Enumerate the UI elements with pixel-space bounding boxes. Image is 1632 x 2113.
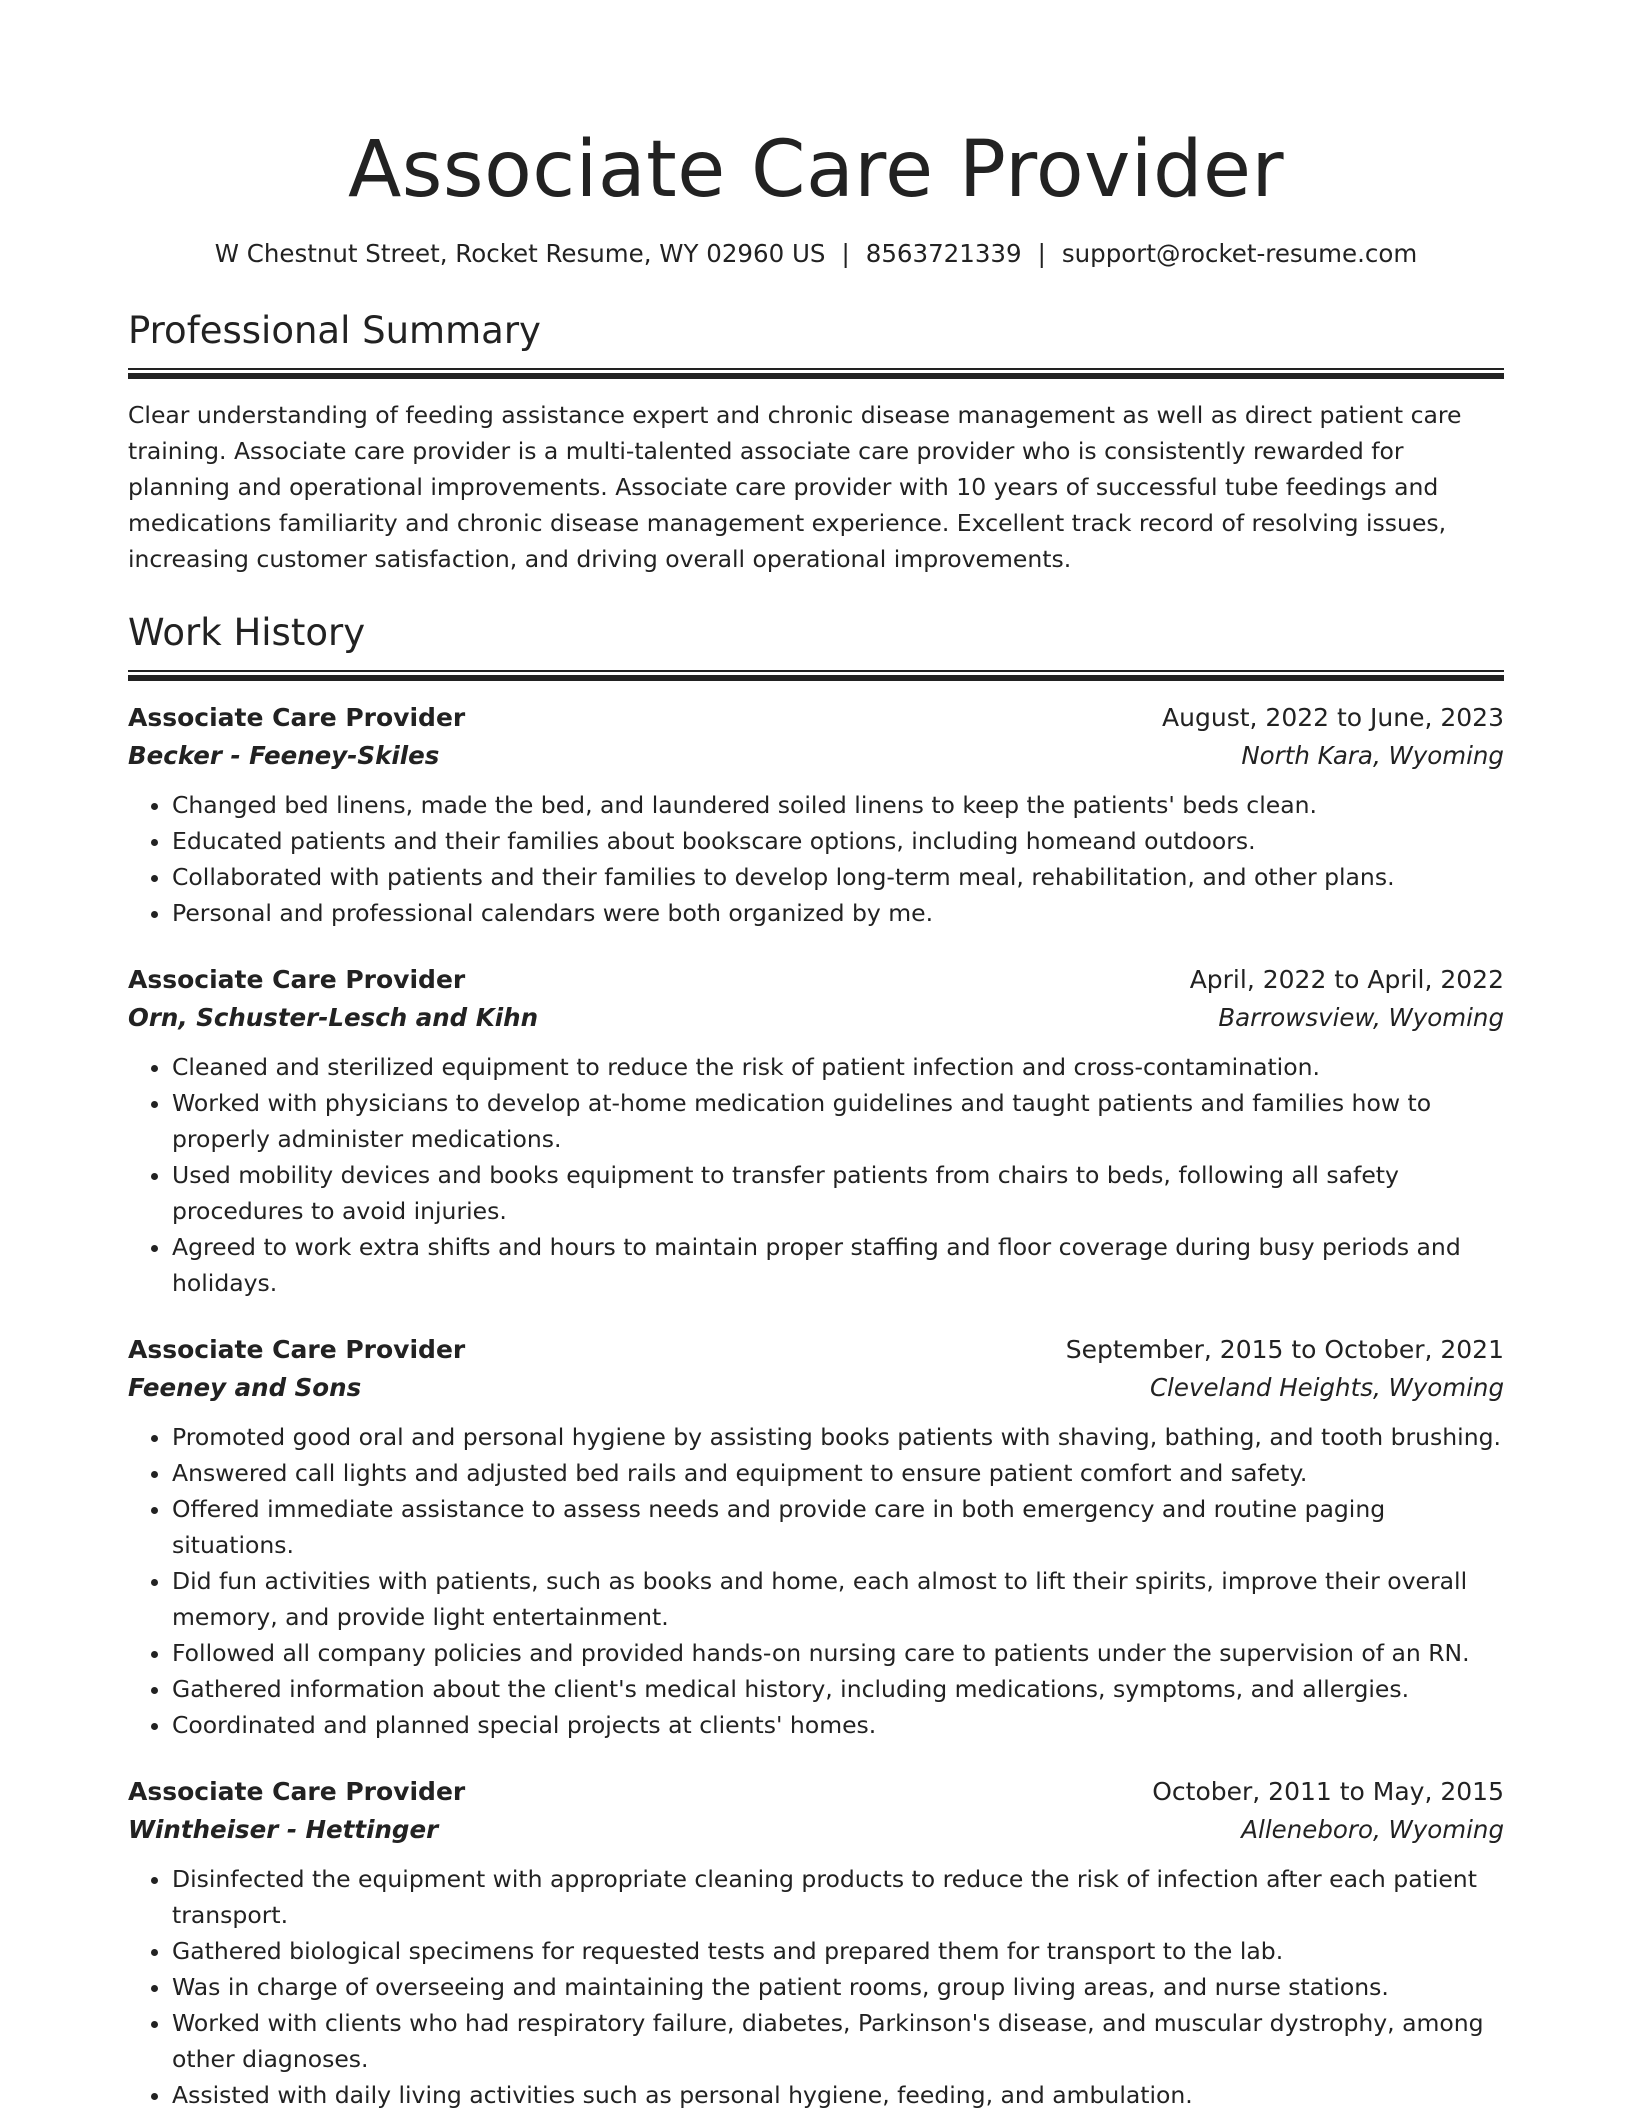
job-list xyxy=(128,699,1504,2113)
job-bullet: • Educated patients and their families about bookscare options, including homeand outdoors. xyxy=(172,823,1504,859)
job-bullet: • Personal and professional calendars were both organized by me. xyxy=(172,895,1504,931)
job-company-row xyxy=(128,1811,1504,1849)
job-title: Associate Care Provider xyxy=(128,1335,466,1364)
job-header-row xyxy=(128,961,1504,999)
job-location: Cleveland Heights, Wyoming xyxy=(1149,1373,1504,1402)
contact-separator: | xyxy=(1037,239,1046,268)
job-bullet: • Collaborated with patients and their families to develop long-term meal, rehabilitation, and other plans. xyxy=(172,859,1504,895)
summary-paragraph: Clear understanding of feeding assistance expert and chronic disease management as well as direct patient care training. Associate care provider is a multi-talented associate care provider who is consistently rewarded for planning and operational improvements. Associate care provider with 10 years of successful tube feedings and medications familiarity and chronic disease management experience. Excellent track record of resolving issues, increasing customer satisfaction, and driving overall operational improvements. xyxy=(128,401,1462,573)
job-bullet: • Disinfected the equipment with appropriate cleaning products to reduce the risk of infection after each patient transport. xyxy=(172,1861,1504,1933)
job-location: North Kara, Wyoming xyxy=(1241,741,1504,770)
job-bullet: • Worked with physicians to develop at-home medication guidelines and taught patients and families how to properly administer medications. xyxy=(172,1085,1504,1157)
job-entry xyxy=(128,699,1504,931)
job-bullet: • Assisted with daily living activities such as personal hygiene, feeding, and ambulation. xyxy=(172,2077,1504,2113)
work-history-section xyxy=(128,610,1504,2113)
section-divider xyxy=(128,670,1504,681)
job-bullet: • Did fun activities with patients, such as books and home, each almost to lift their spirits, improve their overall memory, and provide light entertainment. xyxy=(172,1563,1504,1635)
job-bullet-list xyxy=(128,1861,1504,2113)
section-title-summary: Professional Summary xyxy=(128,309,541,352)
job-bullet: • Promoted good oral and personal hygiene by assisting books patients with shaving, bathing, and tooth brushing. xyxy=(172,1419,1504,1455)
job-bullet-list xyxy=(128,787,1504,931)
job-bullet: • Coordinated and planned special projects at clients' homes. xyxy=(172,1707,1504,1743)
job-company: Feeney and Sons xyxy=(128,1373,362,1402)
job-bullet: • Offered immediate assistance to assess needs and provide care in both emergency and routine paging situations. xyxy=(172,1491,1504,1563)
job-company: Becker - Feeney-Skiles xyxy=(128,741,440,770)
job-bullet: • Worked with clients who had respiratory failure, diabetes, Parkinson's disease, and muscular dystrophy, among other diagnoses. xyxy=(172,2005,1504,2077)
job-company-row xyxy=(128,1369,1504,1407)
job-entry xyxy=(128,961,1504,1301)
job-company: Wintheiser - Hettinger xyxy=(128,1815,439,1844)
job-bullet: • Followed all company policies and provided hands-on nursing care to patients under the supervision of an RN. xyxy=(172,1635,1504,1671)
contact-separator: | xyxy=(841,239,850,268)
contact-email: support@rocket-resume.com xyxy=(1061,239,1418,268)
job-bullet: • Cleaned and sterilized equipment to reduce the risk of patient infection and cross-contamination. xyxy=(172,1049,1504,1085)
job-bullet: • Agreed to work extra shifts and hours to maintain proper staffing and floor coverage during busy periods and holidays. xyxy=(172,1229,1504,1301)
resume-page xyxy=(128,0,1504,2113)
job-company-row xyxy=(128,737,1504,775)
job-bullet-list xyxy=(128,1419,1504,1743)
job-company: Orn, Schuster-Lesch and Kihn xyxy=(128,1003,539,1032)
job-dates: September, 2015 to October, 2021 xyxy=(1065,1335,1504,1364)
job-company-row xyxy=(128,999,1504,1037)
job-bullet-list xyxy=(128,1049,1504,1301)
job-bullet: • Answered call lights and adjusted bed rails and equipment to ensure patient comfort and safety. xyxy=(172,1455,1504,1491)
job-title: Associate Care Provider xyxy=(128,703,466,732)
job-dates: August, 2022 to June, 2023 xyxy=(1162,703,1504,732)
section-divider xyxy=(128,368,1504,379)
job-title: Associate Care Provider xyxy=(128,1777,466,1806)
job-dates: October, 2011 to May, 2015 xyxy=(1152,1777,1504,1806)
job-bullet: • Changed bed linens, made the bed, and laundered soiled linens to keep the patients' beds clean. xyxy=(172,787,1504,823)
job-location: Alleneboro, Wyoming xyxy=(1241,1815,1504,1844)
job-bullet: • Was in charge of overseeing and maintaining the patient rooms, group living areas, and nurse stations. xyxy=(172,1969,1504,2005)
job-header-row xyxy=(128,1773,1504,1811)
job-bullet: • Gathered biological specimens for requested tests and prepared them for transport to the lab. xyxy=(172,1933,1504,1969)
job-location: Barrowsview, Wyoming xyxy=(1218,1003,1504,1032)
job-header-row xyxy=(128,699,1504,737)
job-dates: April, 2022 to April, 2022 xyxy=(1189,965,1504,994)
job-entry xyxy=(128,1331,1504,1743)
professional-summary-section xyxy=(128,308,1504,577)
job-bullet: • Used mobility devices and books equipment to transfer patients from chairs to beds, following all safety procedures to avoid injuries. xyxy=(172,1157,1504,1229)
job-bullet: • Gathered information about the client's medical history, including medications, symptoms, and allergies. xyxy=(172,1671,1504,1707)
contact-address: W Chestnut Street, Rocket Resume, WY 02960 US xyxy=(214,239,826,268)
job-entry xyxy=(128,1773,1504,2113)
section-title-work-history: Work History xyxy=(128,611,366,654)
job-header-row xyxy=(128,1331,1504,1369)
candidate-name: Associate Care Provider xyxy=(347,125,1285,215)
job-title: Associate Care Provider xyxy=(128,965,466,994)
contact-line xyxy=(128,238,1504,270)
contact-phone: 8563721339 xyxy=(865,239,1022,268)
